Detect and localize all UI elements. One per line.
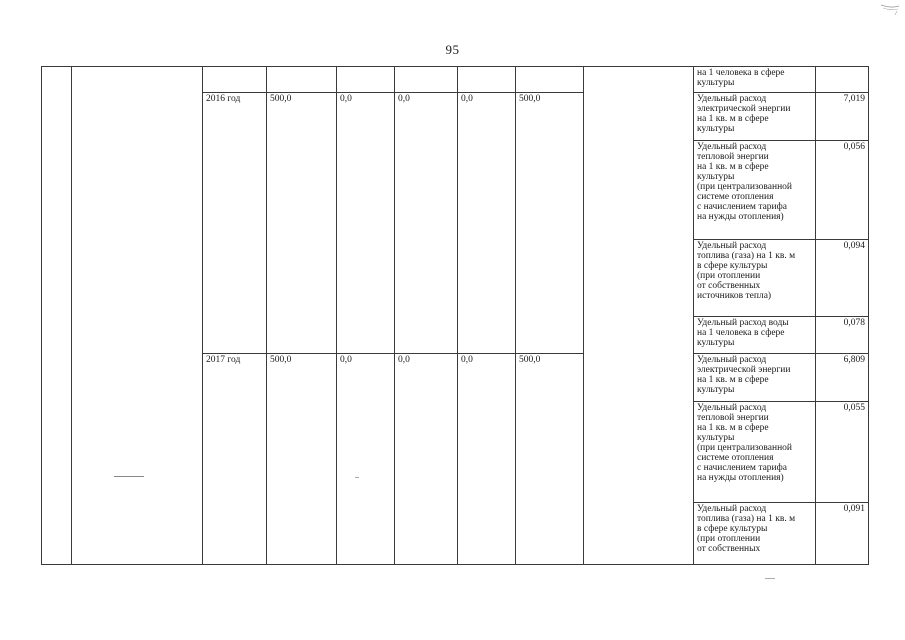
col-b-cell <box>395 67 458 93</box>
col-a-cell <box>337 67 395 93</box>
total-cell <box>267 67 337 93</box>
total-amount: 500,0 <box>267 354 337 565</box>
indicator-value: 0,094 <box>816 240 869 317</box>
amount-b: 0,0 <box>395 354 458 565</box>
col-number-cell <box>42 67 72 565</box>
indicator-value: 0,078 <box>816 317 869 354</box>
amount-d: 500,0 <box>516 93 584 354</box>
total-amount: 500,0 <box>267 93 337 354</box>
year-label: 2017 год <box>203 354 267 565</box>
amount-b: 0,0 <box>395 93 458 354</box>
indicator-value: 7,019 <box>816 93 869 141</box>
stray-bottom-mark <box>765 578 775 579</box>
year-cell <box>203 67 267 93</box>
col-name-cell <box>72 67 203 565</box>
col-c-cell <box>458 67 516 93</box>
indicator-label: Удельный расход воды на 1 человека в сфере культуры <box>694 317 816 354</box>
indicator-value: 0,091 <box>816 503 869 565</box>
executor-cell <box>584 67 694 565</box>
indicator-label: Удельный расход электрической энергии на 1 кв. м в сфере культуры <box>694 354 816 402</box>
year-label: 2016 год <box>203 93 267 354</box>
indicator-value: 6,809 <box>816 354 869 402</box>
indicator-label: на 1 человека в сфере культуры <box>694 67 816 93</box>
table-row <box>42 67 869 93</box>
indicator-label: Удельный расход тепловой энергии на 1 кв. м в сфере культуры (при централизованной системе отопления с начислением тарифа на нужды отопления) <box>694 141 816 240</box>
indicator-label: Удельный расход топлива (газа) на 1 кв. м в сфере культуры (при отоплении от собственных <box>694 503 816 565</box>
stray-dash-mark <box>114 476 144 477</box>
budget-indicators-table <box>41 66 869 565</box>
page-number: 95 <box>445 42 460 57</box>
indicator-label: Удельный расход электрической энергии на 1 кв. м в сфере культуры <box>694 93 816 141</box>
amount-d: 500,0 <box>516 354 584 565</box>
indicator-label: Удельный расход тепловой энергии на 1 кв. м в сфере культуры (при централизованной системе отопления с начислением тарифа на нужды отопления) <box>694 402 816 503</box>
indicator-value: 0,055 <box>816 402 869 503</box>
indicator-value <box>816 67 869 93</box>
corner-scribble-mark <box>879 2 901 16</box>
amount-c: 0,0 <box>458 354 516 565</box>
indicator-value: 0,056 <box>816 141 869 240</box>
amount-a: 0,0 <box>337 354 395 565</box>
indicator-label: Удельный расход топлива (газа) на 1 кв. м в сфере культуры (при отоплении от собственных источников тепла) <box>694 240 816 317</box>
stray-dot-mark <box>355 477 359 478</box>
amount-c: 0,0 <box>458 93 516 354</box>
col-d-cell <box>516 67 584 93</box>
amount-a: 0,0 <box>337 93 395 354</box>
